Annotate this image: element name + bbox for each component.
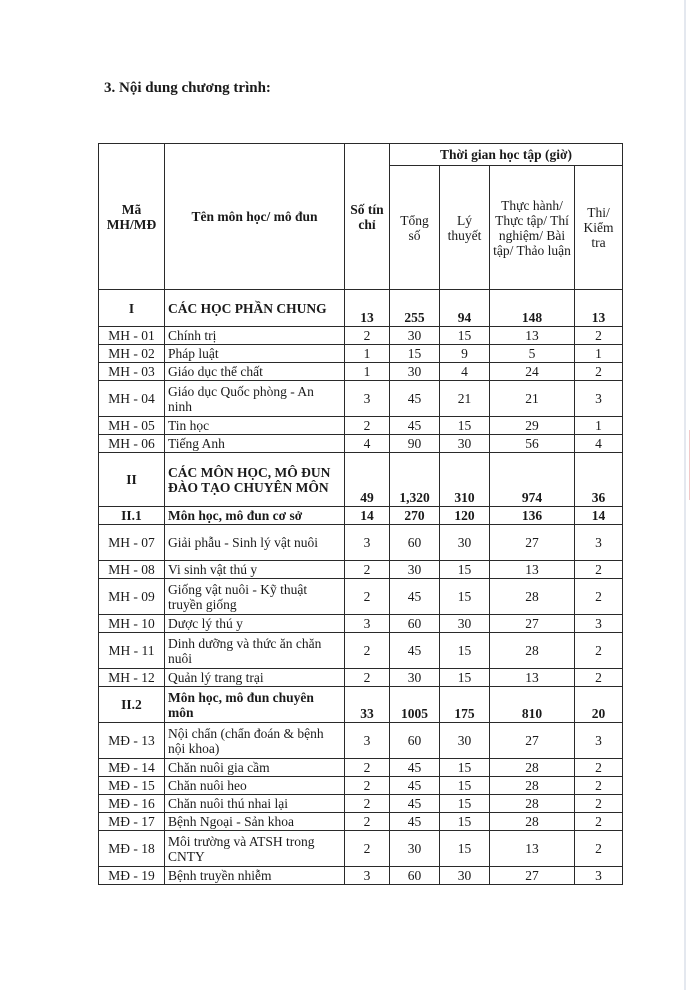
section-row — [99, 687, 623, 723]
cell-theory: 15 — [440, 327, 490, 345]
cell-practice: 56 — [490, 435, 575, 453]
cell-theory: 15 — [440, 579, 490, 615]
table-row — [99, 615, 623, 633]
cell-practice: 13 — [490, 327, 575, 345]
cell-theory: 15 — [440, 759, 490, 777]
cell-credits: 3 — [345, 723, 390, 759]
cell-code: MH - 02 — [99, 345, 165, 363]
cell-code: MH - 06 — [99, 435, 165, 453]
cell-name: CÁC HỌC PHẦN CHUNG — [165, 290, 345, 327]
cell-code: I — [99, 290, 165, 327]
cell-credits: 2 — [345, 831, 390, 867]
cell-exam: 20 — [575, 687, 623, 723]
table-row — [99, 561, 623, 579]
cell-credits: 2 — [345, 759, 390, 777]
header-exam: Thi/ Kiểm tra — [575, 166, 623, 290]
table-row — [99, 795, 623, 813]
table-row — [99, 435, 623, 453]
cell-credits: 2 — [345, 813, 390, 831]
cell-total: 45 — [390, 759, 440, 777]
cell-name: Vi sinh vật thú y — [165, 561, 345, 579]
cell-practice: 29 — [490, 417, 575, 435]
cell-code: MĐ - 16 — [99, 795, 165, 813]
cell-code: MH - 07 — [99, 525, 165, 561]
table-row — [99, 417, 623, 435]
cell-name: Pháp luật — [165, 345, 345, 363]
cell-code: MĐ - 18 — [99, 831, 165, 867]
cell-credits: 3 — [345, 525, 390, 561]
cell-total: 255 — [390, 290, 440, 327]
cell-theory: 15 — [440, 795, 490, 813]
cell-total: 15 — [390, 345, 440, 363]
cell-code: MĐ - 15 — [99, 777, 165, 795]
cell-name: Môi trường và ATSH trong CNTY — [165, 831, 345, 867]
cell-exam: 36 — [575, 453, 623, 507]
cell-credits: 33 — [345, 687, 390, 723]
table-row — [99, 345, 623, 363]
cell-code: MH - 12 — [99, 669, 165, 687]
cell-exam: 1 — [575, 345, 623, 363]
cell-name: Giáo dục thể chất — [165, 363, 345, 381]
cell-practice: 13 — [490, 561, 575, 579]
table-row — [99, 777, 623, 795]
cell-credits: 49 — [345, 453, 390, 507]
cell-total: 45 — [390, 633, 440, 669]
table-row — [99, 633, 623, 669]
cell-credits: 2 — [345, 669, 390, 687]
cell-practice: 136 — [490, 507, 575, 525]
cell-credits: 3 — [345, 381, 390, 417]
cell-theory: 120 — [440, 507, 490, 525]
cell-exam: 2 — [575, 813, 623, 831]
table-row — [99, 381, 623, 417]
section-row — [99, 290, 623, 327]
cell-credits: 1 — [345, 345, 390, 363]
cell-credits: 4 — [345, 435, 390, 453]
cell-name: Tin học — [165, 417, 345, 435]
cell-exam: 2 — [575, 579, 623, 615]
cell-total: 30 — [390, 669, 440, 687]
cell-theory: 175 — [440, 687, 490, 723]
cell-practice: 28 — [490, 633, 575, 669]
cell-total: 45 — [390, 381, 440, 417]
table-row — [99, 723, 623, 759]
header-theory: Lý thuyết — [440, 166, 490, 290]
cell-total: 270 — [390, 507, 440, 525]
cell-practice: 28 — [490, 795, 575, 813]
cell-total: 45 — [390, 417, 440, 435]
cell-theory: 30 — [440, 525, 490, 561]
cell-name: CÁC MÔN HỌC, MÔ ĐUN ĐÀO TẠO CHUYÊN MÔN — [165, 453, 345, 507]
cell-name: Chăn nuôi thú nhai lại — [165, 795, 345, 813]
cell-exam: 3 — [575, 381, 623, 417]
table-row — [99, 327, 623, 345]
cell-total: 45 — [390, 813, 440, 831]
cell-code: MH - 08 — [99, 561, 165, 579]
cell-name: Nội chẩn (chẩn đoán & bệnh nội khoa) — [165, 723, 345, 759]
header-practice: Thực hành/ Thực tập/ Thí nghiệm/ Bài tập/ Thảo luận — [490, 166, 575, 290]
cell-name: Giáo dục Quốc phòng - An ninh — [165, 381, 345, 417]
cell-credits: 14 — [345, 507, 390, 525]
cell-name: Giống vật nuôi - Kỹ thuật truyền giống — [165, 579, 345, 615]
cell-exam: 2 — [575, 633, 623, 669]
cell-theory: 30 — [440, 615, 490, 633]
cell-credits: 2 — [345, 327, 390, 345]
page-edge — [684, 0, 686, 990]
cell-total: 60 — [390, 867, 440, 885]
cell-name: Giải phẫu - Sinh lý vật nuôi — [165, 525, 345, 561]
cell-total: 1005 — [390, 687, 440, 723]
cell-practice: 810 — [490, 687, 575, 723]
cell-exam: 4 — [575, 435, 623, 453]
cell-exam: 2 — [575, 777, 623, 795]
cell-code: MH - 01 — [99, 327, 165, 345]
cell-exam: 3 — [575, 867, 623, 885]
cell-credits: 2 — [345, 417, 390, 435]
cell-name: Môn học, mô đun chuyên môn — [165, 687, 345, 723]
cell-code: MĐ - 13 — [99, 723, 165, 759]
cell-theory: 15 — [440, 633, 490, 669]
cell-exam: 3 — [575, 723, 623, 759]
cell-code: MH - 03 — [99, 363, 165, 381]
table-row — [99, 525, 623, 561]
table-row — [99, 813, 623, 831]
cell-exam: 2 — [575, 759, 623, 777]
cell-total: 30 — [390, 831, 440, 867]
header-code: Mã MH/MĐ — [99, 144, 165, 290]
cell-exam: 2 — [575, 363, 623, 381]
cell-credits: 3 — [345, 615, 390, 633]
cell-exam: 3 — [575, 615, 623, 633]
cell-code: MH - 05 — [99, 417, 165, 435]
cell-code: MĐ - 19 — [99, 867, 165, 885]
cell-practice: 28 — [490, 777, 575, 795]
cell-practice: 27 — [490, 867, 575, 885]
cell-practice: 974 — [490, 453, 575, 507]
table-row — [99, 669, 623, 687]
header-total: Tổng số — [390, 166, 440, 290]
cell-theory: 30 — [440, 867, 490, 885]
cell-theory: 310 — [440, 453, 490, 507]
cell-code: II.2 — [99, 687, 165, 723]
cell-code: MĐ - 17 — [99, 813, 165, 831]
section-heading: 3. Nội dung chương trình: — [104, 80, 271, 96]
cell-practice: 24 — [490, 363, 575, 381]
cell-theory: 21 — [440, 381, 490, 417]
table-row — [99, 363, 623, 381]
cell-total: 60 — [390, 525, 440, 561]
cell-exam: 2 — [575, 795, 623, 813]
curriculum-table — [98, 143, 623, 885]
cell-exam: 2 — [575, 327, 623, 345]
section-row — [99, 453, 623, 507]
header-time-group: Thời gian học tập (giờ) — [390, 144, 623, 166]
cell-exam: 1 — [575, 417, 623, 435]
cell-theory: 15 — [440, 777, 490, 795]
cell-practice: 28 — [490, 759, 575, 777]
cell-code: II.1 — [99, 507, 165, 525]
header-credits: Số tín chỉ — [345, 144, 390, 290]
cell-code: MĐ - 14 — [99, 759, 165, 777]
table-row — [99, 831, 623, 867]
cell-total: 1,320 — [390, 453, 440, 507]
cell-practice: 148 — [490, 290, 575, 327]
cell-practice: 27 — [490, 615, 575, 633]
cell-total: 45 — [390, 579, 440, 615]
cell-total: 30 — [390, 561, 440, 579]
table-row — [99, 867, 623, 885]
cell-theory: 15 — [440, 831, 490, 867]
table-row — [99, 759, 623, 777]
cell-practice: 13 — [490, 831, 575, 867]
cell-theory: 15 — [440, 813, 490, 831]
cell-practice: 27 — [490, 525, 575, 561]
cell-theory: 30 — [440, 723, 490, 759]
cell-credits: 2 — [345, 633, 390, 669]
cell-name: Dược lý thú y — [165, 615, 345, 633]
table-row — [99, 579, 623, 615]
cell-name: Bệnh Ngoại - Sản khoa — [165, 813, 345, 831]
cell-practice: 28 — [490, 579, 575, 615]
cell-practice: 5 — [490, 345, 575, 363]
cell-theory: 15 — [440, 561, 490, 579]
cell-credits: 2 — [345, 579, 390, 615]
cell-total: 90 — [390, 435, 440, 453]
cell-code: MH - 09 — [99, 579, 165, 615]
cell-credits: 2 — [345, 795, 390, 813]
cell-code: MH - 11 — [99, 633, 165, 669]
cell-name: Chăn nuôi gia cầm — [165, 759, 345, 777]
cell-credits: 2 — [345, 777, 390, 795]
cell-practice: 28 — [490, 813, 575, 831]
cell-credits: 13 — [345, 290, 390, 327]
cell-credits: 1 — [345, 363, 390, 381]
section-row — [99, 507, 623, 525]
cell-theory: 9 — [440, 345, 490, 363]
cell-name: Chăn nuôi heo — [165, 777, 345, 795]
cell-total: 45 — [390, 795, 440, 813]
table-body — [99, 290, 623, 885]
cell-exam: 2 — [575, 831, 623, 867]
cell-code: MH - 04 — [99, 381, 165, 417]
cell-exam: 14 — [575, 507, 623, 525]
cell-theory: 15 — [440, 417, 490, 435]
cell-exam: 2 — [575, 669, 623, 687]
cell-name: Chính trị — [165, 327, 345, 345]
cell-practice: 21 — [490, 381, 575, 417]
cell-total: 60 — [390, 723, 440, 759]
cell-name: Bệnh truyền nhiễm — [165, 867, 345, 885]
cell-credits: 3 — [345, 867, 390, 885]
cell-total: 30 — [390, 327, 440, 345]
cell-theory: 15 — [440, 669, 490, 687]
cell-name: Môn học, mô đun cơ sở — [165, 507, 345, 525]
cell-code: II — [99, 453, 165, 507]
cell-total: 60 — [390, 615, 440, 633]
cell-exam: 13 — [575, 290, 623, 327]
header-name: Tên môn học/ mô đun — [165, 144, 345, 290]
cell-total: 30 — [390, 363, 440, 381]
cell-theory: 30 — [440, 435, 490, 453]
cell-credits: 2 — [345, 561, 390, 579]
cell-exam: 3 — [575, 525, 623, 561]
cell-practice: 13 — [490, 669, 575, 687]
cell-name: Tiếng Anh — [165, 435, 345, 453]
cell-name: Quản lý trang trại — [165, 669, 345, 687]
cell-name: Dinh dưỡng và thức ăn chăn nuôi — [165, 633, 345, 669]
cell-code: MH - 10 — [99, 615, 165, 633]
cell-practice: 27 — [490, 723, 575, 759]
stamp-edge-mark — [689, 430, 700, 500]
cell-total: 45 — [390, 777, 440, 795]
cell-theory: 94 — [440, 290, 490, 327]
cell-exam: 2 — [575, 561, 623, 579]
cell-theory: 4 — [440, 363, 490, 381]
